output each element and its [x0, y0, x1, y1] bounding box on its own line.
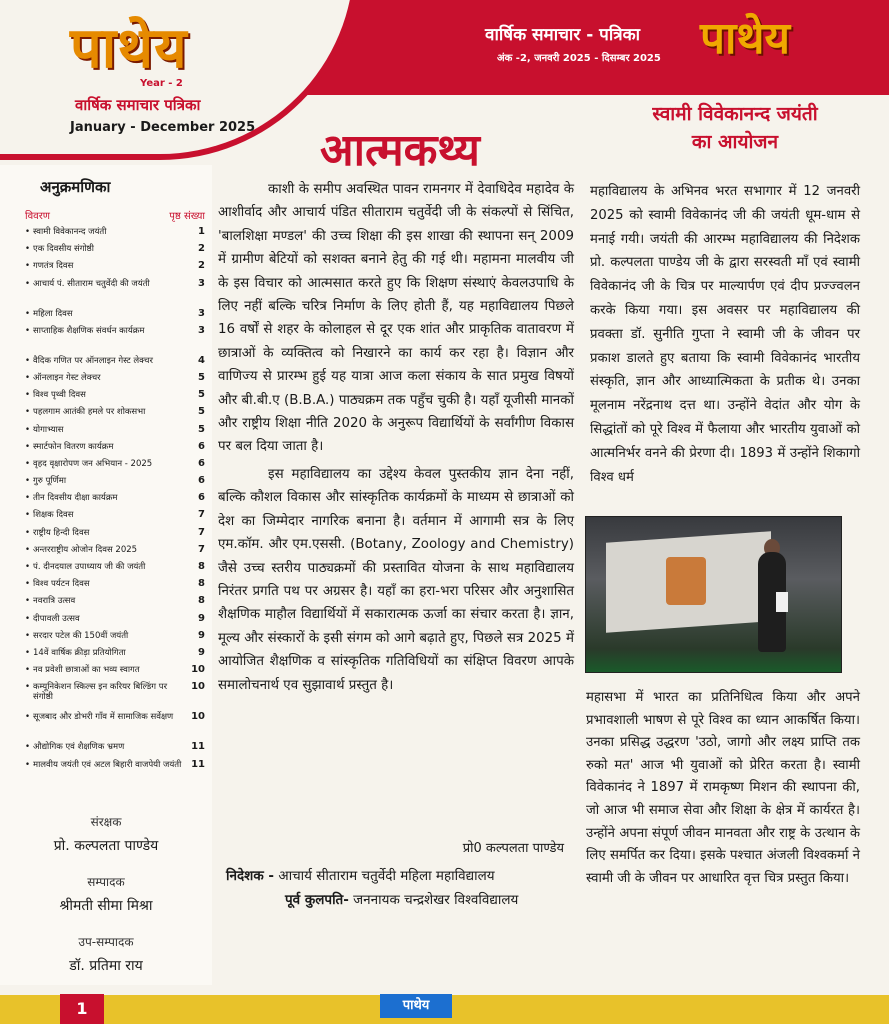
toc-item [25, 562, 205, 579]
toc-col-right: पृष्ठ संख्या [169, 211, 205, 222]
toc-item-label: स्मार्टफोन वितरण कार्यक्रम [33, 441, 114, 452]
speaker-paper [776, 592, 788, 612]
toc-item-page: 9 [198, 629, 205, 641]
footer-logo: पाथेय [380, 994, 452, 1018]
portrait-image [666, 557, 706, 605]
band-title: वार्षिक समाचार - पत्रिका [485, 25, 641, 45]
sidebar [0, 165, 212, 985]
toc-item-label: 14वें वार्षिक क्रीड़ा प्रतियोगिता [33, 647, 126, 658]
article-title-line1: स्वामी विवेकानन्द जयंती [652, 103, 818, 125]
masthead-date: January - December 2025 [70, 120, 256, 135]
toc-item-label: दीपावली उत्सव [33, 613, 80, 624]
toc-item-page: 10 [191, 711, 205, 723]
toc-item-page: 6 [198, 492, 205, 504]
toc-item [25, 742, 205, 759]
toc-item [25, 244, 205, 261]
editorial-paragraph-2: इस महाविद्यालय का उद्देश्य केवल पुस्तकीय ज्ञान देना नहीं, बल्कि कौशल विकास और सांस्कृतिक कार्यक्रमों के माध्यम से छात्राओं को देश का जिम्मेदार नागरिक बनाना है। वर्तमान में आगामी सत्र के लिए एम.कॉम. और एम.एससी. (Botany, Zoology and Chemistry) जैसे उच्च स्तरीय पाठ्यक्रमों की प्रस्तावित योजना के साथ महाविद्यालय निरंतर प्रगति पथ पर अग्रसर है। यहाँ का हरा-भरा परिसर और अनुशासित शैक्षणिक माहौल विद्यार्थियों में सकारात्मक ऊर्जा का संचार करता है। ज्ञान, मूल्य और संस्कारों के इसी संगम को आगे बढ़ाते हुए, पिछले सत्र 2025 में आयोजित शैक्षणिक व सांस्कृतिक गतिविधियों का संक्षिप्त विवरण आपके समालोचनार्थ एव सुझावार्थ प्रस्तुत है। [218, 466, 574, 693]
toc-item-label: योगाभ्यास [33, 424, 64, 435]
toc-item [25, 261, 205, 278]
toc-item-page: 7 [198, 509, 205, 521]
toc-item [25, 665, 205, 682]
editorial-title: आत्मकथ्य [320, 125, 480, 176]
toc-item [25, 309, 205, 326]
toc-item-page: 10 [191, 681, 205, 693]
toc-item-page: 9 [198, 646, 205, 658]
toc-item [25, 425, 205, 442]
toc-item-label: गुरु पूर्णिमा [33, 476, 67, 487]
patron-role: संरक्षक [90, 815, 122, 829]
toc-item-label: अन्तरराष्ट्रीय ओजोन दिवस 2025 [33, 544, 138, 555]
toc-item [25, 279, 205, 309]
toc-item [25, 493, 205, 510]
toc-item [25, 682, 205, 712]
toc-item-label: नव प्रवेशी छात्राओं का भव्य स्वागत [33, 665, 140, 676]
toc-item-label: विश्व पर्यटन दिवस [33, 579, 90, 590]
director-line [226, 866, 495, 884]
toc-item [25, 760, 205, 790]
toc-item-page: 6 [198, 440, 205, 452]
toc-item [25, 326, 205, 356]
toc-item-label: नवरात्रि उत्सव [33, 596, 76, 607]
toc-item [25, 442, 205, 459]
editorial-body [218, 178, 574, 701]
toc-item [25, 712, 205, 742]
toc-item-label: स्वामी विवेकानन्द जयंती [33, 227, 107, 237]
toc-item-label: वैदिक गणित पर ऑनलाइन गेस्ट लेक्चर [33, 355, 153, 366]
toc-item [25, 227, 205, 244]
toc-item-page: 5 [198, 406, 205, 418]
toc-item-page: 4 [198, 354, 205, 366]
toc-item-label: सूजबाद और डोभरी गाँव में सामाजिक सर्वेक्षण [33, 712, 174, 723]
toc-item-page: 3 [198, 324, 205, 336]
toc-item-label: ऑनलाइन गेस्ट लेक्चर [33, 372, 101, 383]
toc-item [25, 373, 205, 390]
article-title-line2: का आयोजन [691, 131, 779, 153]
toc-item-page: 6 [198, 475, 205, 487]
toc-title: अनुक्रमणिका [40, 178, 111, 196]
editorial-signature: प्रो0 कल्पलता पाण्डेय [462, 841, 564, 856]
event-photo [585, 516, 842, 673]
vc-label: पूर्व कुलपति- [285, 892, 349, 908]
issue-label: अंक -2, जनवरी 2025 - दिसम्बर 2025 [497, 53, 661, 64]
toc-item-page: 2 [198, 260, 205, 272]
toc-item [25, 631, 205, 648]
toc-item-page: 2 [198, 243, 205, 255]
band-logo: पाथेय [700, 13, 791, 64]
toc-item [25, 459, 205, 476]
toc-item [25, 390, 205, 407]
toc-item-label: तीन दिवसीय दीक्षा कार्यक्रम [33, 493, 118, 504]
toc-item-page: 3 [198, 307, 205, 319]
vc-line [285, 890, 518, 908]
toc-item [25, 648, 205, 665]
toc-item-page: 1 [198, 226, 205, 237]
toc-item-page: 5 [198, 389, 205, 401]
toc-item-label: शिक्षक दिवस [33, 510, 74, 521]
toc-col-left: विवरण [25, 211, 51, 222]
director-label: निदेशक - [226, 868, 275, 884]
toc-item-page: 7 [198, 543, 205, 555]
vc-name: जननायक चन्द्रशेखर विश्वविद्यालय [353, 892, 519, 908]
editorial-paragraph-1: काशी के समीप अवस्थित पावन रामनगर में देवाधिदेव महादेव के आशीर्वाद और आचार्य पंडित सीताराम चतुर्वेदी जी के संकल्पों से सिंचित, 'बालशिक्षा मण्डल' की उच्च शिक्षा की इस शाखा की स्थापना सन् 2009 में ग्रामीण बेटियों को सशक्त बनाने हेतु की गई थी। महामना मालवीय जी के इस विचार को आत्मसात करते हुए कि शिक्षण संस्थाएं केवलउपाधि के लिए नहीं बल्कि चरित्र निर्माण के लिए होती हैं, यह महाविद्यालय पिछले 16 वर्षों से शहर के कोलाहल से दूर एक शांत और प्राकृतिक वातावरण में छात्राओं के व्यक्तित्व को निखारने का कार्य कर रहा है। विज्ञान और वाणिज्य से प्रारम्भ हुई यह यात्रा आज कला संकाय के सात प्रमुख विषयों और बी.बी.ए (B.B.A.) पाठ्यक्रम तक पहुँच चुकी है। यहाँ यूजीसी मानकों और राष्ट्रीय शिक्षा नीति 2020 के अनुरूप विद्यार्थियों के सर्वांगीण विकास पर बल दिया जाता है। [218, 182, 574, 455]
sub-editor-name: डॉ. प्रतिमा राय [69, 958, 143, 974]
toc-item-page: 6 [198, 457, 205, 469]
toc-item-page: 8 [198, 578, 205, 590]
toc-item-label: राष्ट्रीय हिन्दी दिवस [33, 527, 90, 538]
director-name: आचार्य सीताराम चतुर्वेदी महिला महाविद्यालय [278, 868, 495, 884]
toc-list [25, 227, 205, 790]
toc-item-label: पहलगाम आतंकी हमले पर शोकसभा [33, 407, 146, 418]
toc-item [25, 356, 205, 373]
toc-item-page: 11 [191, 758, 205, 770]
article-paragraph-1: महाविद्यालय के अभिनव भरत सभागार में 12 जनवरी 2025 को स्वामी विवेकानंद जी की जयंती धूम-धाम से मनाई गयी। जयंती की आरम्भ महाविद्यालय की निदेशक प्रो. कल्पलता पाण्डेय जी के द्वारा सरस्वती माँ एवं स्वामी विवेकानंद जी के चित्र पर माल्यार्पण एवं दीप प्रज्ज्वलन करके किया गया। इस अवसर पर महाविद्यालय की प्रवक्ता डॉ. सुनीति गुप्ता ने स्वामी जी के जीवन पर प्रकाश डालते हुए बताया कि स्वामी विवेकानंद भारतीय संस्कृति, ज्ञान और आध्यात्मिकता के प्रतीक थे। उनका मूलनाम नरेंद्रनाथ दत्त था। उन्होंने वेदांत और योग के सिद्धांतों को पूरे विश्व में फैलाया और भारतीय युवाओं को आत्मनिर्भर वनने की प्रेरणा दी। 1893 में उन्होंने शिकागो विश्व धर्म [590, 184, 860, 485]
toc-item-page: 10 [191, 664, 205, 676]
toc-item-page: 7 [198, 526, 205, 538]
toc-item-label: साप्ताहिक शैक्षणिक संवर्धन कार्यक्रम [33, 325, 145, 336]
page-number: 1 [60, 994, 104, 1024]
toc-item-label: गणतंत्र दिवस [33, 261, 74, 272]
year-label: Year - 2 [140, 78, 183, 89]
editor-name: श्रीमती सीमा मिश्रा [59, 898, 153, 914]
toc-item-label: औद्योगिक एवं शैक्षणिक भ्रमण [33, 742, 125, 753]
toc-item [25, 545, 205, 562]
toc-item [25, 407, 205, 424]
toc-item-page: 3 [198, 277, 205, 289]
toc-item [25, 596, 205, 613]
toc-item-page: 5 [198, 371, 205, 383]
toc-item-label: एक दिवसीय संगोष्ठी [33, 244, 94, 255]
credits [0, 795, 212, 975]
toc-item-label: पं. दीनदयाल उपाध्याय जी की जयंती [33, 562, 146, 572]
toc-item [25, 510, 205, 527]
masthead-logo: पाथेय [70, 15, 188, 81]
toc-item-label: विश्व पृथ्वी दिवस [33, 390, 86, 401]
toc-item [25, 614, 205, 631]
toc-item-page: 5 [198, 423, 205, 435]
toc-item [25, 476, 205, 493]
toc-item-page: 8 [198, 595, 205, 607]
toc-item [25, 579, 205, 596]
toc-item-label: महिला दिवस [33, 308, 73, 319]
toc-item-label: आचार्य पं. सीताराम चतुर्वेदी की जयंती [33, 278, 150, 289]
toc-item-label: कम्यूनिकेशन स्किल्स इन करियर बिल्डिंग पर संगोष्ठी [33, 682, 168, 703]
toc-item-page: 11 [191, 741, 205, 753]
toc-item [25, 528, 205, 545]
masthead-subtitle: वार्षिक समाचार पत्रिका [75, 96, 201, 114]
article-paragraph-2: महासभा में भारत का प्रतिनिधित्व किया और अपने प्रभावशाली भाषण से पूरे विश्व का ध्यान आकर्षित किया। उनका प्रसिद्ध उद्धरण 'उठो, जागो और लक्ष्य प्राप्ति तक रुको मत' आज भी युवाओं को प्रेरित करता है। स्वामी विवेकानंद ने 1897 में रामकृष्ण मिशन की स्थापना की, जो आज भी समाज सेवा और शिक्षा के क्षेत्र में कार्यरत है। उन्होंने अपना संपूर्ण जीवन मानवता और राष्ट्र के उत्थान के लिए समर्पित कर दिया। इसके पश्चात अंजली विश्वकर्मा ने स्वामी जी के जीवन पर आधारित वृत्त चित्र प्रस्तुत किया। [586, 690, 860, 886]
sub-editor-role: उप-सम्पादक [78, 935, 134, 949]
toc-item-label: सरदार पटेल की 150वीं जयंती [33, 630, 129, 641]
editor-role: सम्पादक [87, 875, 125, 889]
toc-header [25, 208, 205, 222]
article-title [600, 100, 870, 156]
toc-item-label: वृहद वृक्षारोपण जन अभियान - 2025 [33, 458, 153, 469]
toc-item-page: 8 [198, 561, 205, 572]
toc-item-label: मालवीय जयंती एवं अटल बिहारी वाजपेयी जयंती [33, 759, 182, 770]
patron-name: प्रो. कल्पलता पाण्डेय [53, 838, 159, 854]
toc-item-page: 9 [198, 612, 205, 624]
